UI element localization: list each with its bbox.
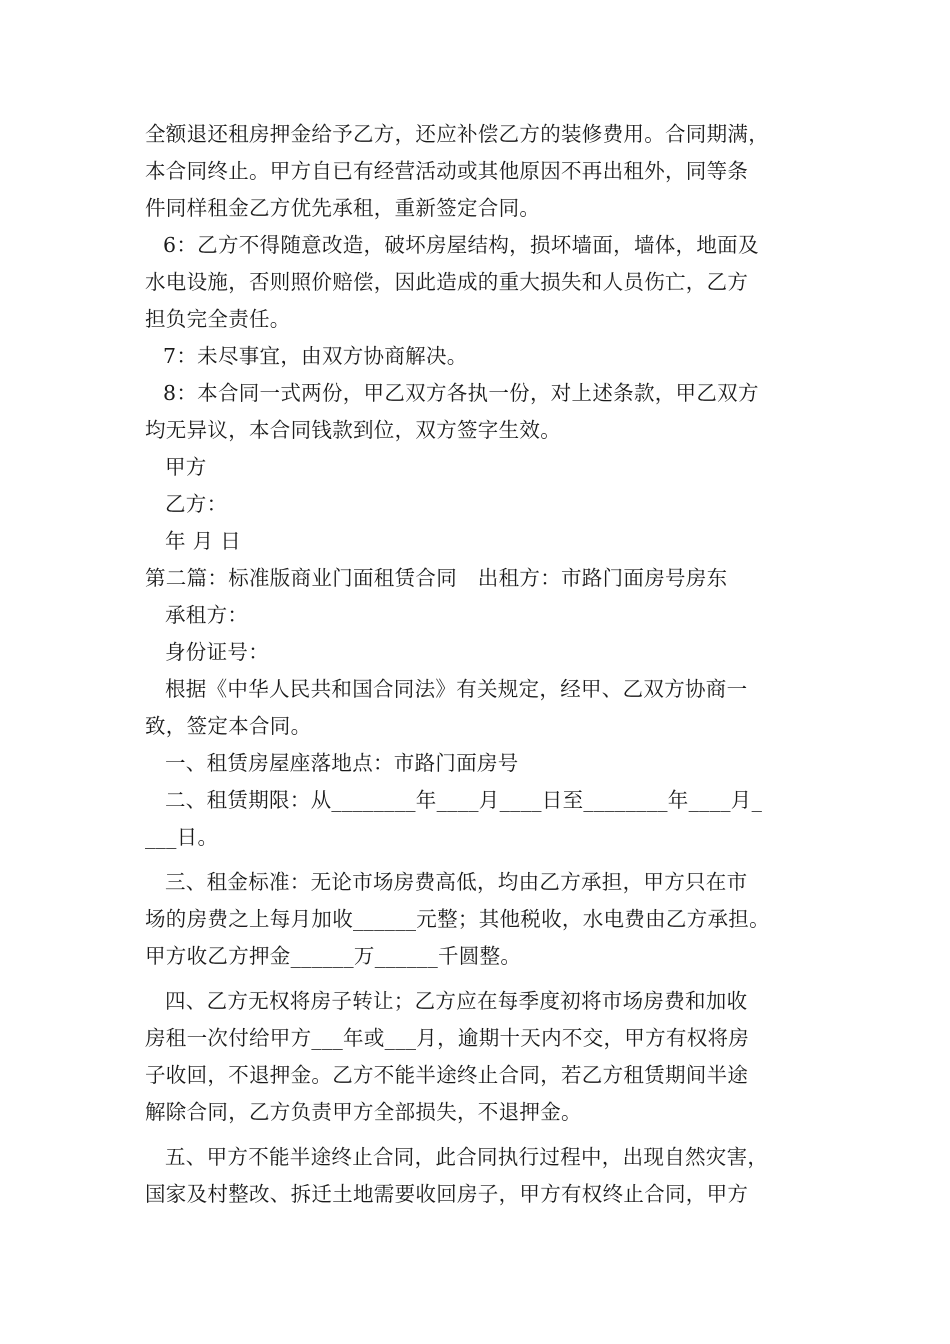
signature-date-label: 年 月 日 bbox=[165, 529, 242, 553]
text-line: 房租一次付给甲方___年或___月，逾期十天内不交，甲方有权将房 bbox=[145, 1026, 750, 1050]
text-line: 全额退还租房押金给予乙方，还应补偿乙方的装修费用。合同期满， bbox=[145, 122, 769, 146]
section-heading: 第二篇：标准版商业门面租赁合同 出租方：市路门面房号房东 bbox=[145, 566, 728, 590]
text-line: 水电设施，否则照价赔偿，因此造成的重大损失和人员伤亡，乙方 bbox=[145, 270, 749, 294]
article-4-line: 四、乙方无权将房子转让；乙方应在每季度初将市场房费和加收 bbox=[165, 989, 748, 1013]
clause-7-line: 7：未尽事宜，由双方协商解决。 bbox=[163, 344, 468, 368]
text-line: 解除合同，乙方负责甲方全部损失，不退押金。 bbox=[145, 1100, 582, 1124]
article-5-line: 五、甲方不能半途终止合同，此合同执行过程中，出现自然灾害， bbox=[165, 1145, 769, 1169]
text-line: 担负完全责任。 bbox=[145, 307, 291, 331]
article-1-line: 一、租赁房屋座落地点：市路门面房号 bbox=[165, 751, 519, 775]
clause-6-line: 6：乙方不得随意改造，破坏房屋结构，损坏墙面，墙体，地面及 bbox=[163, 233, 759, 257]
party-a-signature-label: 甲方 bbox=[165, 455, 207, 479]
article-2-line: 二、租赁期限：从________年____月____日至________年____月_ bbox=[165, 788, 763, 812]
text-line: 子收回，不退押金。乙方不能半途终止合同，若乙方租赁期间半途 bbox=[145, 1063, 749, 1087]
text-line: 件同样租金乙方优先承租，重新签定合同。 bbox=[145, 196, 541, 220]
tenant-label: 承租方： bbox=[165, 603, 249, 627]
text-line: 甲方收乙方押金______万______千圆整。 bbox=[145, 944, 522, 968]
preamble-line: 根据《中华人民共和国合同法》有关规定，经甲、乙双方协商一 bbox=[165, 677, 748, 701]
text-line: 场的房费之上每月加收______元整；其他税收，水电费由乙方承担。 bbox=[145, 907, 770, 931]
text-line: 本合同终止。甲方自已有经营活动或其他原因不再出租外，同等条 bbox=[145, 159, 749, 183]
text-line: 均无异议，本合同钱款到位，双方签字生效。 bbox=[145, 418, 561, 442]
clause-8-line: 8：本合同一式两份，甲乙双方各执一份，对上述条款，甲乙双方 bbox=[163, 381, 759, 405]
article-3-line: 三、租金标准：无论市场房费高低，均由乙方承担，甲方只在市 bbox=[165, 870, 748, 894]
text-line: 致，签定本合同。 bbox=[145, 714, 312, 738]
party-b-signature-label: 乙方： bbox=[165, 492, 228, 516]
contract-text bbox=[145, 116, 810, 1213]
text-line: 国家及村整改、拆迁土地需要收回房子，甲方有权终止合同，甲方 bbox=[145, 1182, 749, 1206]
text-line: ___日。 bbox=[145, 825, 219, 849]
id-number-label: 身份证号： bbox=[165, 640, 269, 664]
